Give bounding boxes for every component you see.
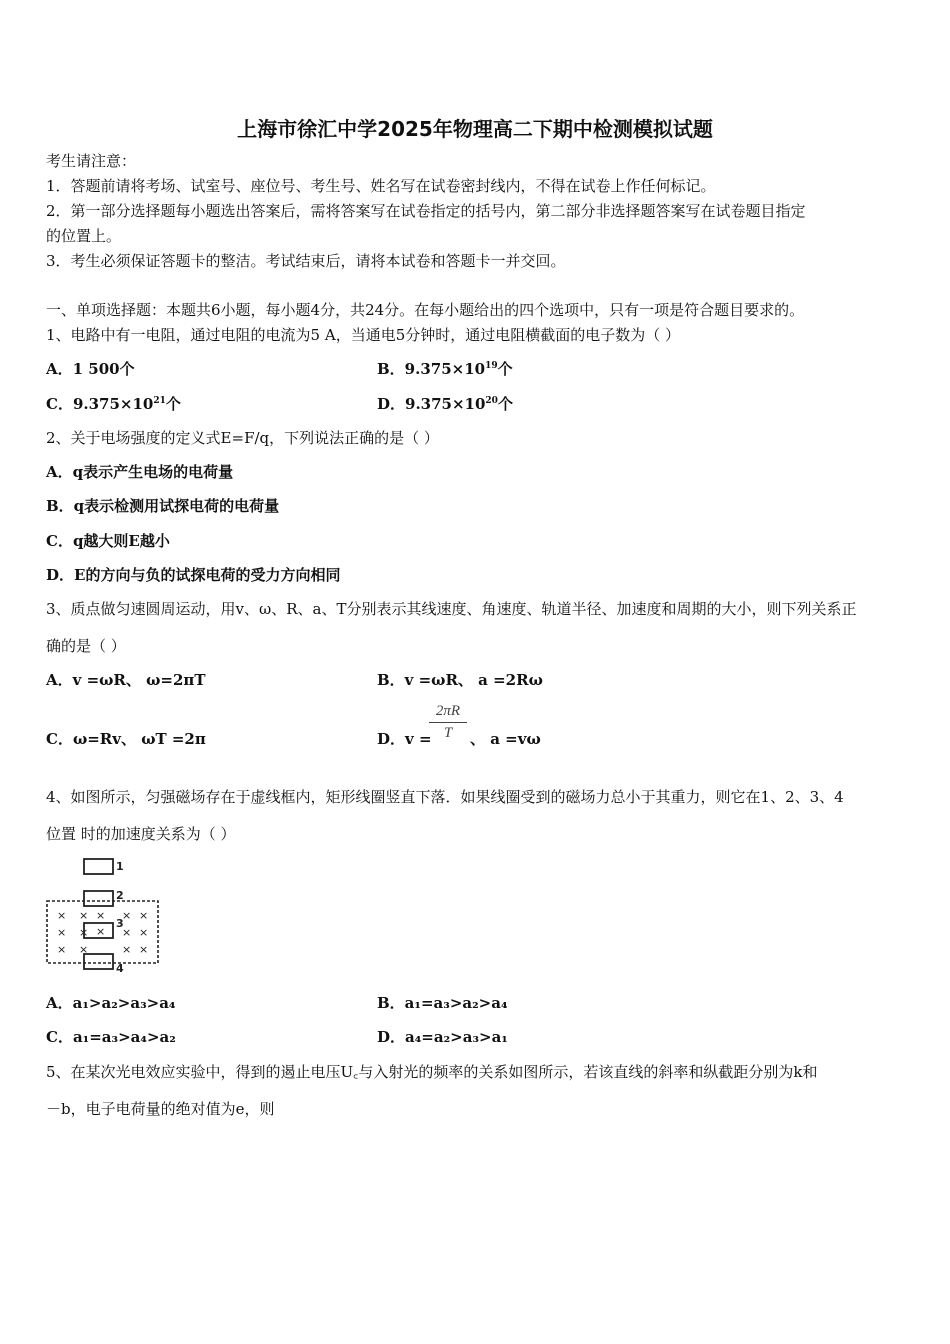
q1-c-base: C．9.375×10 — [46, 395, 154, 413]
q3-option-b: B．v =ωR、 a =2Rω — [377, 671, 543, 689]
q1-d-unit: 个 — [497, 395, 513, 413]
q4-option-b: B．a₁=a₃>a₂>a₄ — [377, 994, 508, 1012]
field-x: × — [57, 943, 67, 956]
field-x: × — [122, 943, 132, 956]
q5-stem-line2: －b，电子电荷量的绝对值为e，则 — [46, 1100, 275, 1118]
q5-stem-line1: 5、在某次光电效应实验中，得到的遏止电压U꜀与入射光的频率的关系如图所示，若该直线的斜率和纵截距分别为k和 — [46, 1063, 818, 1081]
q1-option-d — [377, 394, 513, 414]
field-x: × — [79, 909, 89, 922]
field-x: × — [122, 926, 132, 939]
notice-header: 考生请注意： — [46, 152, 137, 170]
notice-item-1: 1．答题前请将考场、试室号、座位号、考生号、姓名写在试卷密封线内，不得在试卷上作任何标记。 — [46, 177, 716, 195]
q1-b-base: B．9.375×10 — [377, 360, 486, 378]
q3-option-d-label: D．v = — [377, 730, 432, 748]
q1-d-exp: 20 — [485, 396, 498, 406]
fraction-numerator: 2πR — [429, 703, 467, 723]
q4-stem-line1: 4、如图所示，匀强磁场存在于虚线框内，矩形线圈竖直下落．如果线圈受到的磁场力总小于其重力，则它在1、2、3、4 — [46, 788, 844, 806]
field-x: × — [139, 943, 149, 956]
q3-stem-line2: 确的是（ ） — [46, 637, 126, 655]
q4-option-d: D．a₄=a₂>a₃>a₁ — [377, 1028, 508, 1046]
q1-b-unit: 个 — [497, 360, 513, 378]
q1-option-c — [46, 394, 181, 414]
field-symbols — [57, 909, 148, 956]
q1-stem: 1、电路中有一电阻，通过电阻的电流为5 A，当通电5分钟时，通过电阻横截面的电子数为（ ） — [46, 326, 681, 344]
field-x: × — [96, 909, 106, 922]
field-x: × — [57, 926, 67, 939]
fraction-denominator: T — [443, 725, 453, 741]
section-heading: 一、单项选择题：本题共6小题，每小题4分，共24分。在每小题给出的四个选项中，只有一项是符合题目要求的。 — [46, 301, 805, 319]
field-x: × — [96, 925, 106, 938]
q1-option-b — [377, 359, 513, 379]
notice-item-2-cont: 的位置上。 — [46, 227, 122, 245]
q2-stem: 2、关于电场强度的定义式E=F/q，下列说法正确的是（ ） — [46, 429, 439, 447]
q3-option-c: C．ω=Rv、 ωT =2π — [46, 730, 206, 748]
q2-option-d: D．E的方向与负的试探电荷的受力方向相同 — [46, 566, 341, 584]
coil-position-1 — [84, 859, 113, 874]
q4-option-c: C．a₁=a₃>a₄>a₂ — [46, 1028, 176, 1046]
notice-item-3: 3．考生必须保证答题卡的整洁。考试结束后，请将本试卷和答题卡一并交回。 — [46, 252, 566, 270]
coil-label-4: 4 — [116, 962, 124, 975]
coil-position-2 — [84, 891, 113, 906]
field-x: × — [79, 943, 89, 956]
notice-item-2: 2．第一部分选择题每小题选出答案后，需将答案写在试卷指定的括号内，第二部分非选择题答案写在试卷题目指定 — [46, 202, 806, 220]
coil-label-3: 3 — [116, 917, 124, 930]
q3-stem-line1: 3、质点做匀速圆周运动，用v、ω、R、a、T分别表示其线速度、角速度、轨道半径、加速度和周期的大小，则下列关系正 — [46, 600, 857, 618]
q1-c-exp: 21 — [153, 396, 166, 406]
q2-option-a: A．q表示产生电场的电荷量 — [46, 463, 234, 481]
field-x: × — [139, 909, 149, 922]
field-x: × — [57, 909, 67, 922]
field-x: × — [139, 926, 149, 939]
q3-option-a: A．v =ωR、 ω=2πT — [46, 671, 206, 689]
field-x: × — [122, 909, 132, 922]
q1-d-base: D．9.375×10 — [377, 395, 486, 413]
q1-option-a: A．1 500个 — [46, 360, 135, 378]
magnetic-field-figure — [44, 856, 168, 978]
q1-c-unit: 个 — [165, 395, 181, 413]
q4-stem-line2: 位置 时的加速度关系为（ ） — [46, 825, 236, 843]
coil-label-2: 2 — [116, 889, 124, 902]
q3-option-d-rest: 、 a =vω — [470, 730, 541, 748]
q1-b-exp: 19 — [485, 361, 498, 371]
q3-option-d-fraction — [429, 703, 467, 742]
q2-option-c: C．q越大则E越小 — [46, 532, 170, 550]
coil-label-1: 1 — [116, 860, 124, 873]
q2-option-b: B．q表示检测用试探电荷的电荷量 — [46, 497, 280, 515]
q4-option-a: A．a₁>a₂>a₃>a₄ — [46, 994, 176, 1012]
field-x: × — [79, 926, 89, 939]
page-title: 上海市徐汇中学2025年物理高二下期中检测模拟试题 — [237, 117, 713, 141]
coil-position-4 — [84, 954, 113, 969]
